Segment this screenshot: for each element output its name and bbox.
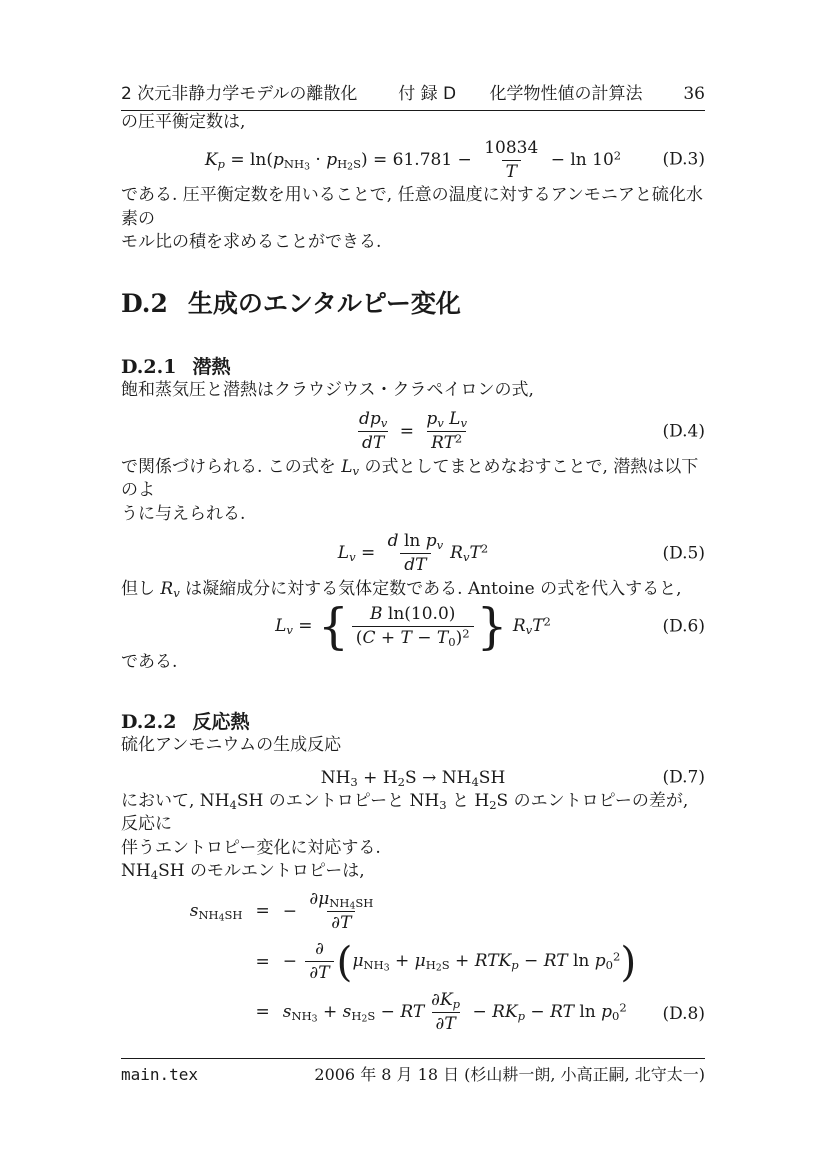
equation-d8-line2-denominator: ∂T	[305, 961, 333, 985]
paragraph-latent-heat-derivation: で関係づけられる. この式を $L_v$ の式としてまとめなおすことで, 潜熱は以下のよ うに与えられる.	[121, 456, 699, 524]
equation-d8-line2-rhs	[283, 938, 637, 986]
paragraph-molar-entropy-intro: $NH_4SH$ のモルエントロピーは,	[121, 861, 365, 883]
subsection-heading-d22	[121, 710, 705, 734]
equation-d4-right-numerator: $p_v$ $L_v$	[426, 409, 467, 431]
equation-d6-fraction	[352, 603, 474, 651]
equation-d3-fraction-numerator: 10834	[484, 137, 539, 158]
equation-d3-label: (D.3)	[662, 149, 705, 170]
equation-d8-line2-fraction	[305, 938, 333, 986]
equation-d6-numerator: B ln(10.0)	[370, 604, 456, 624]
equation-d8-line3-pre: $s_{NH_3} + s_{H_2S}$ − RT	[282, 1001, 425, 1025]
equation-d8	[121, 888, 705, 1037]
page-content	[121, 84, 705, 1036]
equation-d7-label: (D.7)	[662, 767, 705, 788]
equation-d4	[121, 408, 705, 456]
equation-d8-close-paren: )	[620, 937, 637, 986]
equation-d7	[121, 767, 705, 790]
equation-d8-line2-numerator: ∂	[315, 939, 324, 959]
section-d2-number: D.2	[121, 288, 168, 318]
equation-d8-equals-3: =	[255, 1002, 270, 1023]
equation-d5-pre: $L_v$ =	[337, 543, 381, 565]
equation-d8-line1-rhs	[283, 888, 381, 936]
equation-d3-fraction-denominator: T	[502, 160, 521, 184]
equation-d4-equals: =	[399, 421, 414, 442]
equation-d4-fraction-left	[355, 408, 391, 456]
equation-d6-pre: $L_v$ =	[275, 616, 318, 638]
equation-d8-line1-minus: −	[282, 900, 303, 921]
equation-d8-line1-fraction	[305, 888, 377, 936]
paragraph-clausius-intro: 飽和蒸気圧と潜熱はクラウジウス・クラペイロンの式,	[121, 379, 534, 400]
equation-d6-open-brace: {	[317, 598, 349, 655]
header-appendix	[398, 84, 642, 105]
paragraph-equilibrium-use: である. 圧平衡定数を用いることで, 任意の温度に対するアンモニアと硫化水素の モル比の積を求めることができる.	[121, 185, 703, 252]
equation-d6-denominator: $(C + T - T_0)^2$	[352, 626, 474, 650]
equation-d4-body	[352, 408, 474, 456]
paragraph-dearu: である.	[121, 651, 178, 672]
page-header	[121, 84, 705, 111]
subsection-d22-number: D.2.2	[121, 711, 177, 733]
subsection-d22-title: 反応熱	[192, 711, 250, 733]
equation-d3-body	[205, 137, 621, 185]
paragraph-antoine-intro: 但し $R_v$ は凝縮成分に対する気体定数である. Antoine の式を代入すると,	[121, 578, 682, 600]
equation-d8-line1-denominator: ∂T	[327, 911, 355, 935]
section-heading-d2	[121, 289, 705, 319]
equation-d5-label: (D.5)	[662, 543, 705, 564]
equation-d4-left-numerator: $dp_v$	[358, 409, 388, 431]
section-d2-title: 生成のエンタルピー変化	[187, 288, 461, 318]
equation-d8-label: (D.8)	[662, 1004, 705, 1024]
equation-d8-equals-1: =	[255, 901, 270, 922]
equation-d5-body	[338, 530, 488, 578]
paragraph-equilibrium-intro: の圧平衡定数は,	[121, 112, 246, 132]
equation-d3-fraction	[480, 137, 542, 185]
equation-d5	[121, 530, 705, 578]
equation-d8-equals-2: =	[255, 951, 270, 972]
header-running-title: 2 次元非静力学モデルの離散化	[121, 84, 358, 104]
equation-d8-line1-numerator: $\partial\mu_{NH_4SH}$	[309, 888, 374, 912]
equation-d8-lhs: $s_{NH_4SH}$	[189, 901, 243, 925]
equation-d6-body	[275, 598, 551, 655]
equation-d7-body: $NH_3 + H_2S \to NH_4SH$	[320, 767, 506, 789]
equation-d6-close-brace: }	[476, 598, 508, 655]
subsection-d21-number: D.2.1	[121, 355, 177, 378]
equation-d6-post: $R_vT^2$	[512, 614, 551, 638]
equation-d5-numerator: d $\ln p_v$	[387, 531, 444, 553]
equation-d8-line3-denominator: ∂T	[432, 1012, 460, 1036]
equation-d6-label: (D.6)	[662, 616, 705, 637]
footer-filename: main.tex	[121, 1065, 199, 1084]
paragraph-entropy-difference: において, $NH_4SH$ のエントロピーと $NH_3$ と $H_2S$ のエントロピーの差が, 反応に 伴うエントロピー変化に対応する.	[121, 790, 689, 858]
subsection-d21-title: 潜熱	[192, 355, 231, 378]
equation-d4-fraction-right	[422, 408, 471, 456]
equation-d3-post: − $\ln 10^2$	[545, 148, 622, 170]
paragraph-formation-reaction-intro: 硫化アンモニウムの生成反応	[121, 735, 342, 755]
equation-d3	[121, 137, 705, 185]
equation-d5-denominator: dT	[400, 553, 430, 577]
equation-d3-pre: $K_p = \ln(p_{NH_3} \cdot p_{H_2S}) = 61.781$ −	[204, 149, 478, 173]
equation-d8-array	[121, 888, 705, 1037]
equation-d5-fraction	[384, 530, 448, 578]
equation-d4-label: (D.4)	[662, 421, 705, 442]
page-footer	[121, 1058, 705, 1085]
footer-date-authors: 2006 年 8 月 18 日 (杉山耕一朗, 小高正嗣, 北守太一)	[314, 1065, 705, 1084]
subsection-heading-d21	[121, 355, 705, 379]
header-page-number: 36	[683, 84, 705, 104]
equation-d8-line2-minus: −	[282, 951, 303, 972]
equation-d8-line3-numerator: $\partial K_p$	[431, 989, 461, 1011]
equation-d4-left-denominator: dT	[358, 431, 388, 455]
equation-d5-post: $R_vT^2$	[450, 541, 489, 565]
header-appendix-title: 化学物性値の計算法	[489, 84, 643, 104]
equation-d8-open-paren: (	[336, 937, 353, 986]
equation-d8-line2-body: $\mu_{NH_3} + \mu_{H_2S} + RTK_p$ − RT $\ln p_0^2$	[352, 949, 621, 975]
header-appendix-label: 付 録 D	[398, 84, 457, 104]
equation-d8-line3-fraction	[427, 989, 464, 1037]
equation-d4-right-denominator: $RT^2$	[427, 431, 466, 455]
equation-d8-line3-rhs	[283, 989, 627, 1037]
equation-d6	[121, 598, 705, 655]
equation-d8-line3-post: − $RK_p$ − RT $\ln p_0^2$	[467, 1000, 627, 1023]
